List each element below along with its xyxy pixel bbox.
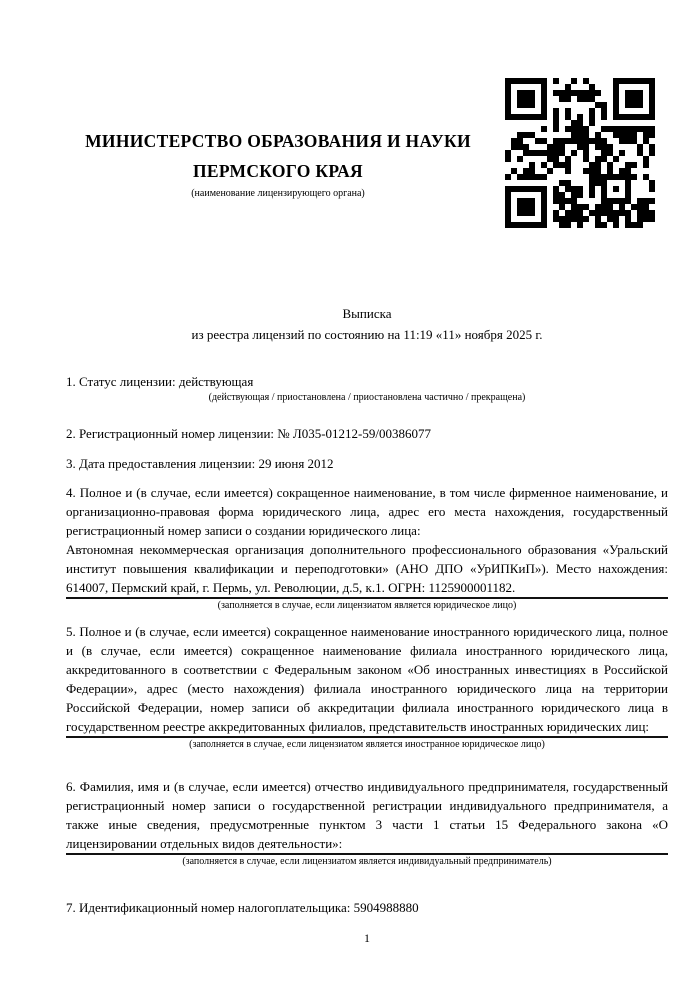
- licensing-authority-note: (наименование лицензирующего органа): [191, 188, 365, 199]
- legal-entity-value: Автономная некоммерческая организация дополнительного профессионального образования «Уральский институт повышения квалификации и переподготовки» (АНО ДПО «УрИПКиП»). Место нахождения: 614007, Пермский край, г. Пермь, ул. Революции, д.5, к.1. ОГРН: 1125900001182.: [66, 542, 668, 595]
- foreign-entity-note: (заполняется в случае, если лицензиатом является иностранное юридическое лицо): [189, 739, 545, 750]
- license-status-note: (действующая / приостановлена / приостановлена частично / прекращена): [208, 392, 526, 403]
- licensing-authority-block: [66, 126, 490, 201]
- grant-date: 3. Дата предоставления лицензии: 29 июня 2012: [66, 456, 334, 471]
- page-number: 1: [364, 931, 370, 945]
- individual-entrepreneur-label: 6. Фамилия, имя и (в случае, если имеется) отчество индивидуального предпринимателя, государственный регистрационный номер записи о государственной регистрации индивидуального предпринимателя, а также иные сведения, предусмотренные пунктом 3 части 1 статьи 15 Федерального закона «О лицензировании отдельных видов деятельности»:: [66, 779, 668, 851]
- ministry-name-line2: ПЕРМСКОГО КРАЯ: [193, 161, 363, 181]
- legal-entity-label: 4. Полное и (в случае, если имеется) сокращенное наименование, в том числе фирменное наименование, и организационно-правовая форма юридического лица, адрес его места нахождения, государственный регистрационный номер записи о создании юридического лица:: [66, 485, 668, 538]
- document-header: [66, 0, 668, 232]
- foreign-entity-label: 5. Полное и (в случае, если имеется) сокращенное наименование иностранного юридического лица, полное и (в случае, если имеется) сокращенное наименование филиала иностранного юридического лица, аккредитованного в соответствии с Федеральным законом «Об иностранных инвестициях в Российской Федерации», адрес (место нахождения) филиала иностранного юридического лица на территории Российской Федерации, номер записи об аккредитации филиала иностранного юридического лица в государственном реестре аккредитованных филиалов, представительств иностранных юридических лиц:: [66, 624, 668, 734]
- document-title: [66, 303, 668, 345]
- individual-entrepreneur-note: (заполняется в случае, если лицензиатом является индивидуальный предприниматель): [182, 856, 552, 867]
- taxpayer-id: 7. Идентификационный номер налогоплательщика: 5904988880: [66, 900, 419, 915]
- document-title-line1: Выписка: [342, 306, 392, 321]
- ministry-name-line1: МИНИСТЕРСТВО ОБРАЗОВАНИЯ И НАУКИ: [85, 131, 471, 151]
- foreign-entity-section: [66, 622, 668, 752]
- qr-code-icon: [505, 78, 655, 228]
- legal-entity-note: (заполняется в случае, если лицензиатом является юридическое лицо): [217, 600, 517, 611]
- registration-number: 2. Регистрационный номер лицензии: № Л035-01212-59/00386077: [66, 426, 432, 441]
- license-status: 1. Статус лицензии: действующая: [66, 374, 254, 389]
- individual-entrepreneur-section: [66, 777, 668, 869]
- legal-entity-section: [66, 483, 668, 613]
- document-title-line2: из реестра лицензий по состоянию на 11:19 «11» ноября 2025 г.: [191, 327, 543, 342]
